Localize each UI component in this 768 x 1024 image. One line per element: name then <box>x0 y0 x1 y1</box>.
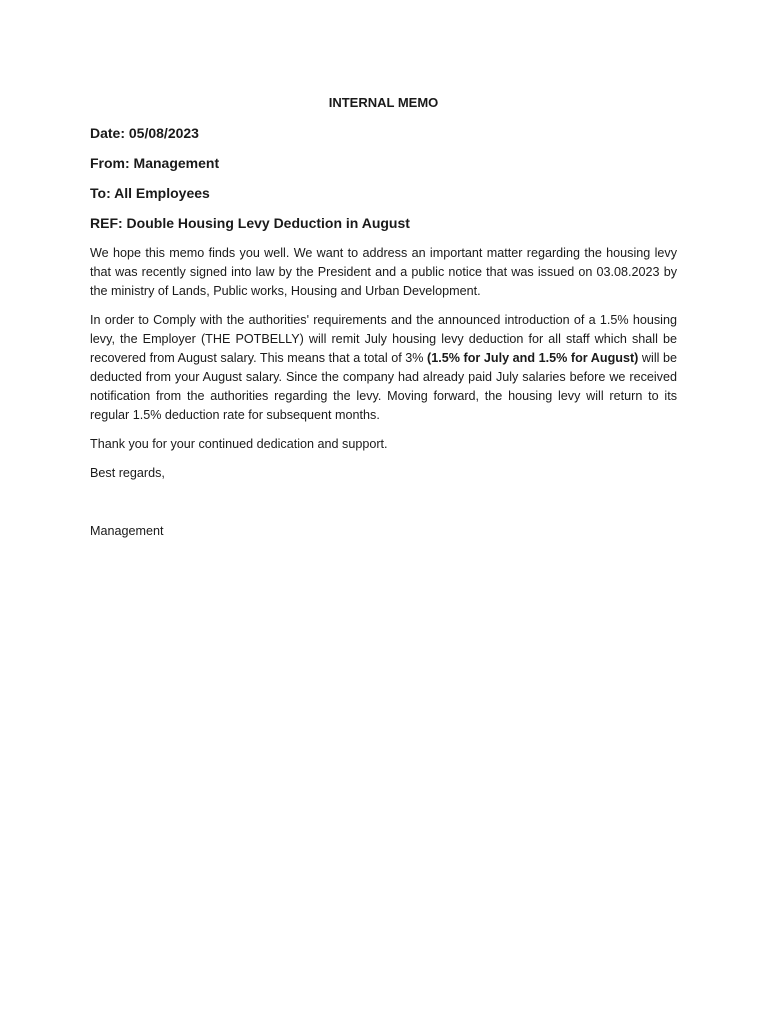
details-bold-text: (1.5% for July and 1.5% for August) <box>427 351 639 365</box>
details-text-part1: In order to Comply with the authorities' requirements and the announced introduction of a 1.5% housing levy, the Employer (THE POTBELLY) will remit July housing levy deduction for all staff which shall be recovered from August salary. This means that a total of 3% <box>90 313 677 365</box>
memo-title: INTERNAL MEMO <box>328 95 439 110</box>
memo-paragraph-intro: We hope this memo finds you well. We want to address an important matter regarding the housing levy that was recently signed into law by the President and a public notice that was issued on 03.08.2023 by the ministry of Lands, Public works, Housing and Urban Development. <box>90 246 677 298</box>
memo-to: To: All Employees <box>90 185 210 201</box>
details-text-part2: will be deducted from your August salary. Since the company had already paid July salaries before we received notification from the authorities regarding the levy. Moving forward, the housing levy will return to its regular 1.5% deduction rate for subsequent months. <box>90 351 678 422</box>
memo-date: Date: 05/08/2023 <box>90 125 199 141</box>
memo-from: From: Management <box>90 155 220 171</box>
memo-signature: Management <box>90 524 164 538</box>
memo-reference: REF: Double Housing Levy Deduction in August <box>90 215 410 231</box>
memo-document <box>90 94 677 541</box>
memo-thanks: Thank you for your continued dedication and support. <box>90 437 388 451</box>
memo-closing: Best regards, <box>90 466 165 480</box>
memo-paragraph-details <box>90 311 677 425</box>
